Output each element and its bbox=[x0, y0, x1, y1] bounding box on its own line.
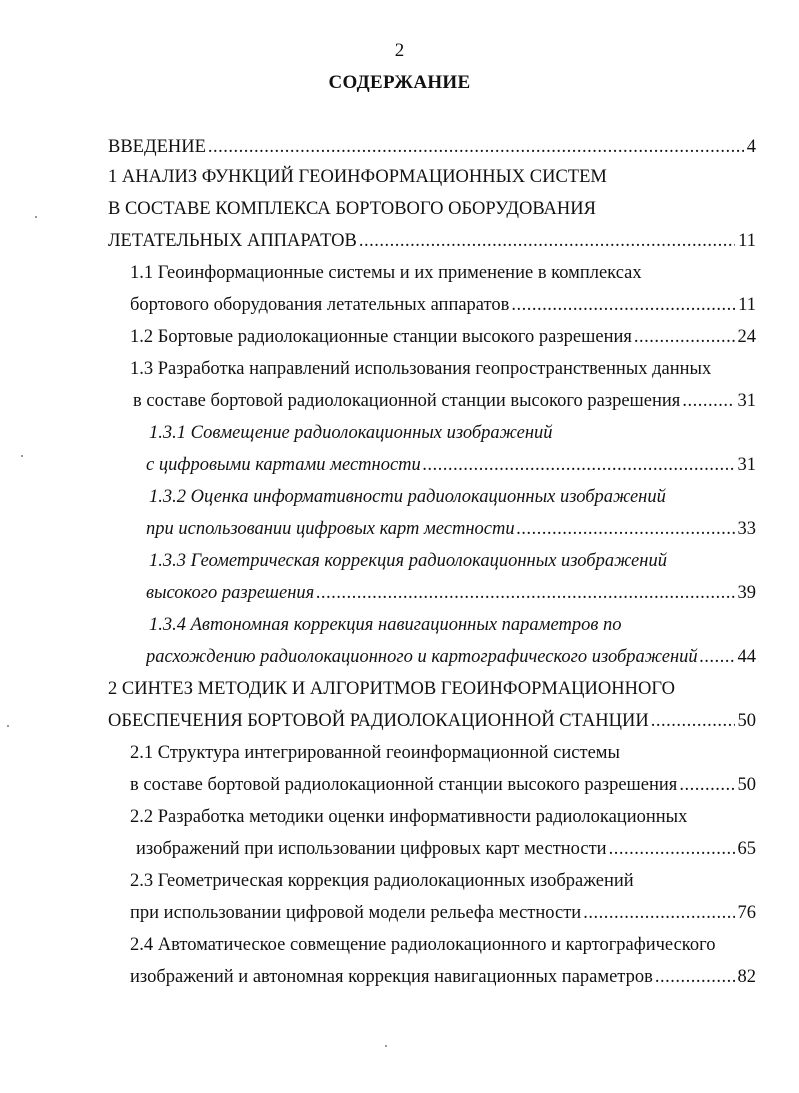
toc-entry-introduction bbox=[108, 132, 756, 162]
toc-page-number: 50 bbox=[737, 711, 756, 731]
toc-entry-text: в составе бортовой радиолокационной станции высокого разрешения bbox=[130, 775, 678, 795]
toc-entry-2-4-end bbox=[130, 962, 756, 992]
toc-entry-text: с цифровыми картами местности bbox=[146, 455, 421, 475]
dot-leader bbox=[651, 706, 735, 736]
toc-entry-text: 1.2 Бортовые радиолокационные станции высокого разрешения bbox=[130, 327, 632, 347]
toc-page-number: 31 bbox=[737, 391, 756, 411]
toc-entry-chapter-2-end bbox=[108, 706, 756, 736]
toc-entry-text: бортового оборудования летательных аппаратов bbox=[130, 295, 510, 315]
dot-leader bbox=[609, 834, 735, 864]
toc-entry-text: 2.4 Автоматическое совмещение радиолокационного и картографического bbox=[130, 935, 716, 955]
toc-page-number: 4 bbox=[746, 137, 756, 157]
toc-entry-text: при использовании цифровой модели рельефа местности bbox=[130, 903, 582, 923]
toc-entry-text: 1.3.4 Автономная коррекция навигационных параметров по bbox=[149, 615, 622, 635]
toc-entry-2-4 bbox=[130, 930, 716, 960]
toc-entry-2-2 bbox=[130, 802, 687, 832]
toc-entry-text: 1.3.3 Геометрическая коррекция радиолокационных изображений bbox=[149, 551, 667, 571]
toc-page-number: 24 bbox=[737, 327, 756, 347]
toc-page-number: 11 bbox=[738, 231, 756, 251]
dot-leader bbox=[700, 642, 735, 672]
toc-entry-text: ОБЕСПЕЧЕНИЯ БОРТОВОЙ РАДИОЛОКАЦИОННОЙ СТАНЦИИ bbox=[108, 711, 649, 731]
toc-entry-text: 2.1 Структура интегрированной геоинформационной системы bbox=[130, 743, 620, 763]
dot-leader bbox=[208, 132, 744, 162]
toc-page-number: 82 bbox=[737, 967, 756, 987]
toc-entry-text: ЛЕТАТЕЛЬНЫХ АППАРАТОВ bbox=[108, 231, 357, 251]
dot-leader bbox=[511, 290, 735, 320]
toc-page-number: 65 bbox=[737, 839, 756, 859]
toc-entry-1-3-1 bbox=[149, 418, 553, 448]
dot-leader bbox=[679, 770, 734, 800]
toc-entry-text: ВВЕДЕНИЕ bbox=[108, 137, 206, 157]
toc-entry-text: 2.2 Разработка методики оценки информативности радиолокационных bbox=[130, 807, 688, 827]
toc-entry-1-3-2 bbox=[149, 482, 666, 512]
toc-entry-text: расхождению радиолокационного и картографического изображений bbox=[146, 647, 698, 667]
toc-entry-text: изображений и автономная коррекция навигационных параметров bbox=[130, 967, 653, 987]
toc-entry-1-3-4 bbox=[149, 610, 621, 640]
toc-entry-1-1 bbox=[130, 258, 642, 288]
page-number: 2 bbox=[394, 40, 405, 61]
toc-entry-1-1-end bbox=[130, 290, 756, 320]
dot-leader bbox=[682, 386, 734, 416]
toc-entry-chapter-2 bbox=[108, 674, 675, 704]
toc-page-number: 31 bbox=[737, 455, 756, 475]
toc-page-number: 33 bbox=[737, 519, 756, 539]
toc-entry-1-2 bbox=[130, 322, 756, 352]
toc-entry-2-3-end bbox=[130, 898, 756, 928]
toc-entry-text: 2 СИНТЕЗ МЕТОДИК И АЛГОРИТМОВ ГЕОИНФОРМАЦИОННОГО bbox=[108, 679, 675, 699]
toc-entry-chapter-1 bbox=[108, 162, 607, 192]
toc-entry-text: В СОСТАВЕ КОМПЛЕКСА БОРТОВОГО ОБОРУДОВАНИЯ bbox=[108, 199, 596, 219]
toc-entry-2-1 bbox=[130, 738, 620, 768]
toc-entry-text: 1.1 Геоинформационные системы и их применение в комплексах bbox=[130, 263, 642, 283]
toc-page-number: 76 bbox=[737, 903, 756, 923]
toc-entry-2-3 bbox=[130, 866, 634, 896]
toc-entry-chapter-1-cont bbox=[108, 194, 596, 224]
toc-page-number: 50 bbox=[737, 775, 756, 795]
toc-entry-text: 2.3 Геометрическая коррекция радиолокационных изображений bbox=[130, 871, 634, 891]
dot-leader bbox=[517, 514, 735, 544]
toc-entry-text: 1 АНАЛИЗ ФУНКЦИЙ ГЕОИНФОРМАЦИОННЫХ СИСТЕМ bbox=[108, 167, 607, 187]
dot-leader bbox=[316, 578, 734, 608]
toc-entry-text: высокого разрешения bbox=[146, 583, 315, 603]
toc-entry-1-3-3-end bbox=[146, 578, 756, 608]
dot-leader bbox=[655, 962, 735, 992]
toc-entry-1-3-4-end bbox=[146, 642, 756, 672]
dot-leader bbox=[583, 898, 734, 928]
toc-entry-1-3-2-end bbox=[146, 514, 756, 544]
toc-entry-1-3-3 bbox=[149, 546, 667, 576]
toc-entry-1-3-end bbox=[133, 386, 756, 416]
toc-entry-text: 1.3.2 Оценка информативности радиолокационных изображений bbox=[149, 487, 666, 507]
dot-leader bbox=[634, 322, 735, 352]
toc-entry-text: в составе бортовой радиолокационной станции высокого разрешения bbox=[133, 391, 681, 411]
toc-entry-text: 1.3.1 Совмещение радиолокационных изображений bbox=[149, 423, 553, 443]
toc-page-number: 11 bbox=[738, 295, 756, 315]
toc-entry-2-2-end bbox=[136, 834, 756, 864]
toc-entry-text: изображений при использовании цифровых карт местности bbox=[136, 839, 607, 859]
toc-entry-1-3 bbox=[130, 354, 711, 384]
page-title: СОДЕРЖАНИЕ bbox=[328, 72, 471, 93]
dot-leader bbox=[423, 450, 735, 480]
toc-entry-1-3-1-end bbox=[146, 450, 756, 480]
toc-page-number: 39 bbox=[737, 583, 756, 603]
toc-page-number: 44 bbox=[737, 647, 756, 667]
toc-entry-chapter-1-end bbox=[108, 226, 756, 256]
toc-entry-2-1-end bbox=[130, 770, 756, 800]
toc-entry-text: 1.3 Разработка направлений использования геопространственных данных bbox=[130, 359, 712, 379]
toc-entry-text: при использовании цифровых карт местности bbox=[146, 519, 515, 539]
dot-leader bbox=[359, 226, 735, 256]
